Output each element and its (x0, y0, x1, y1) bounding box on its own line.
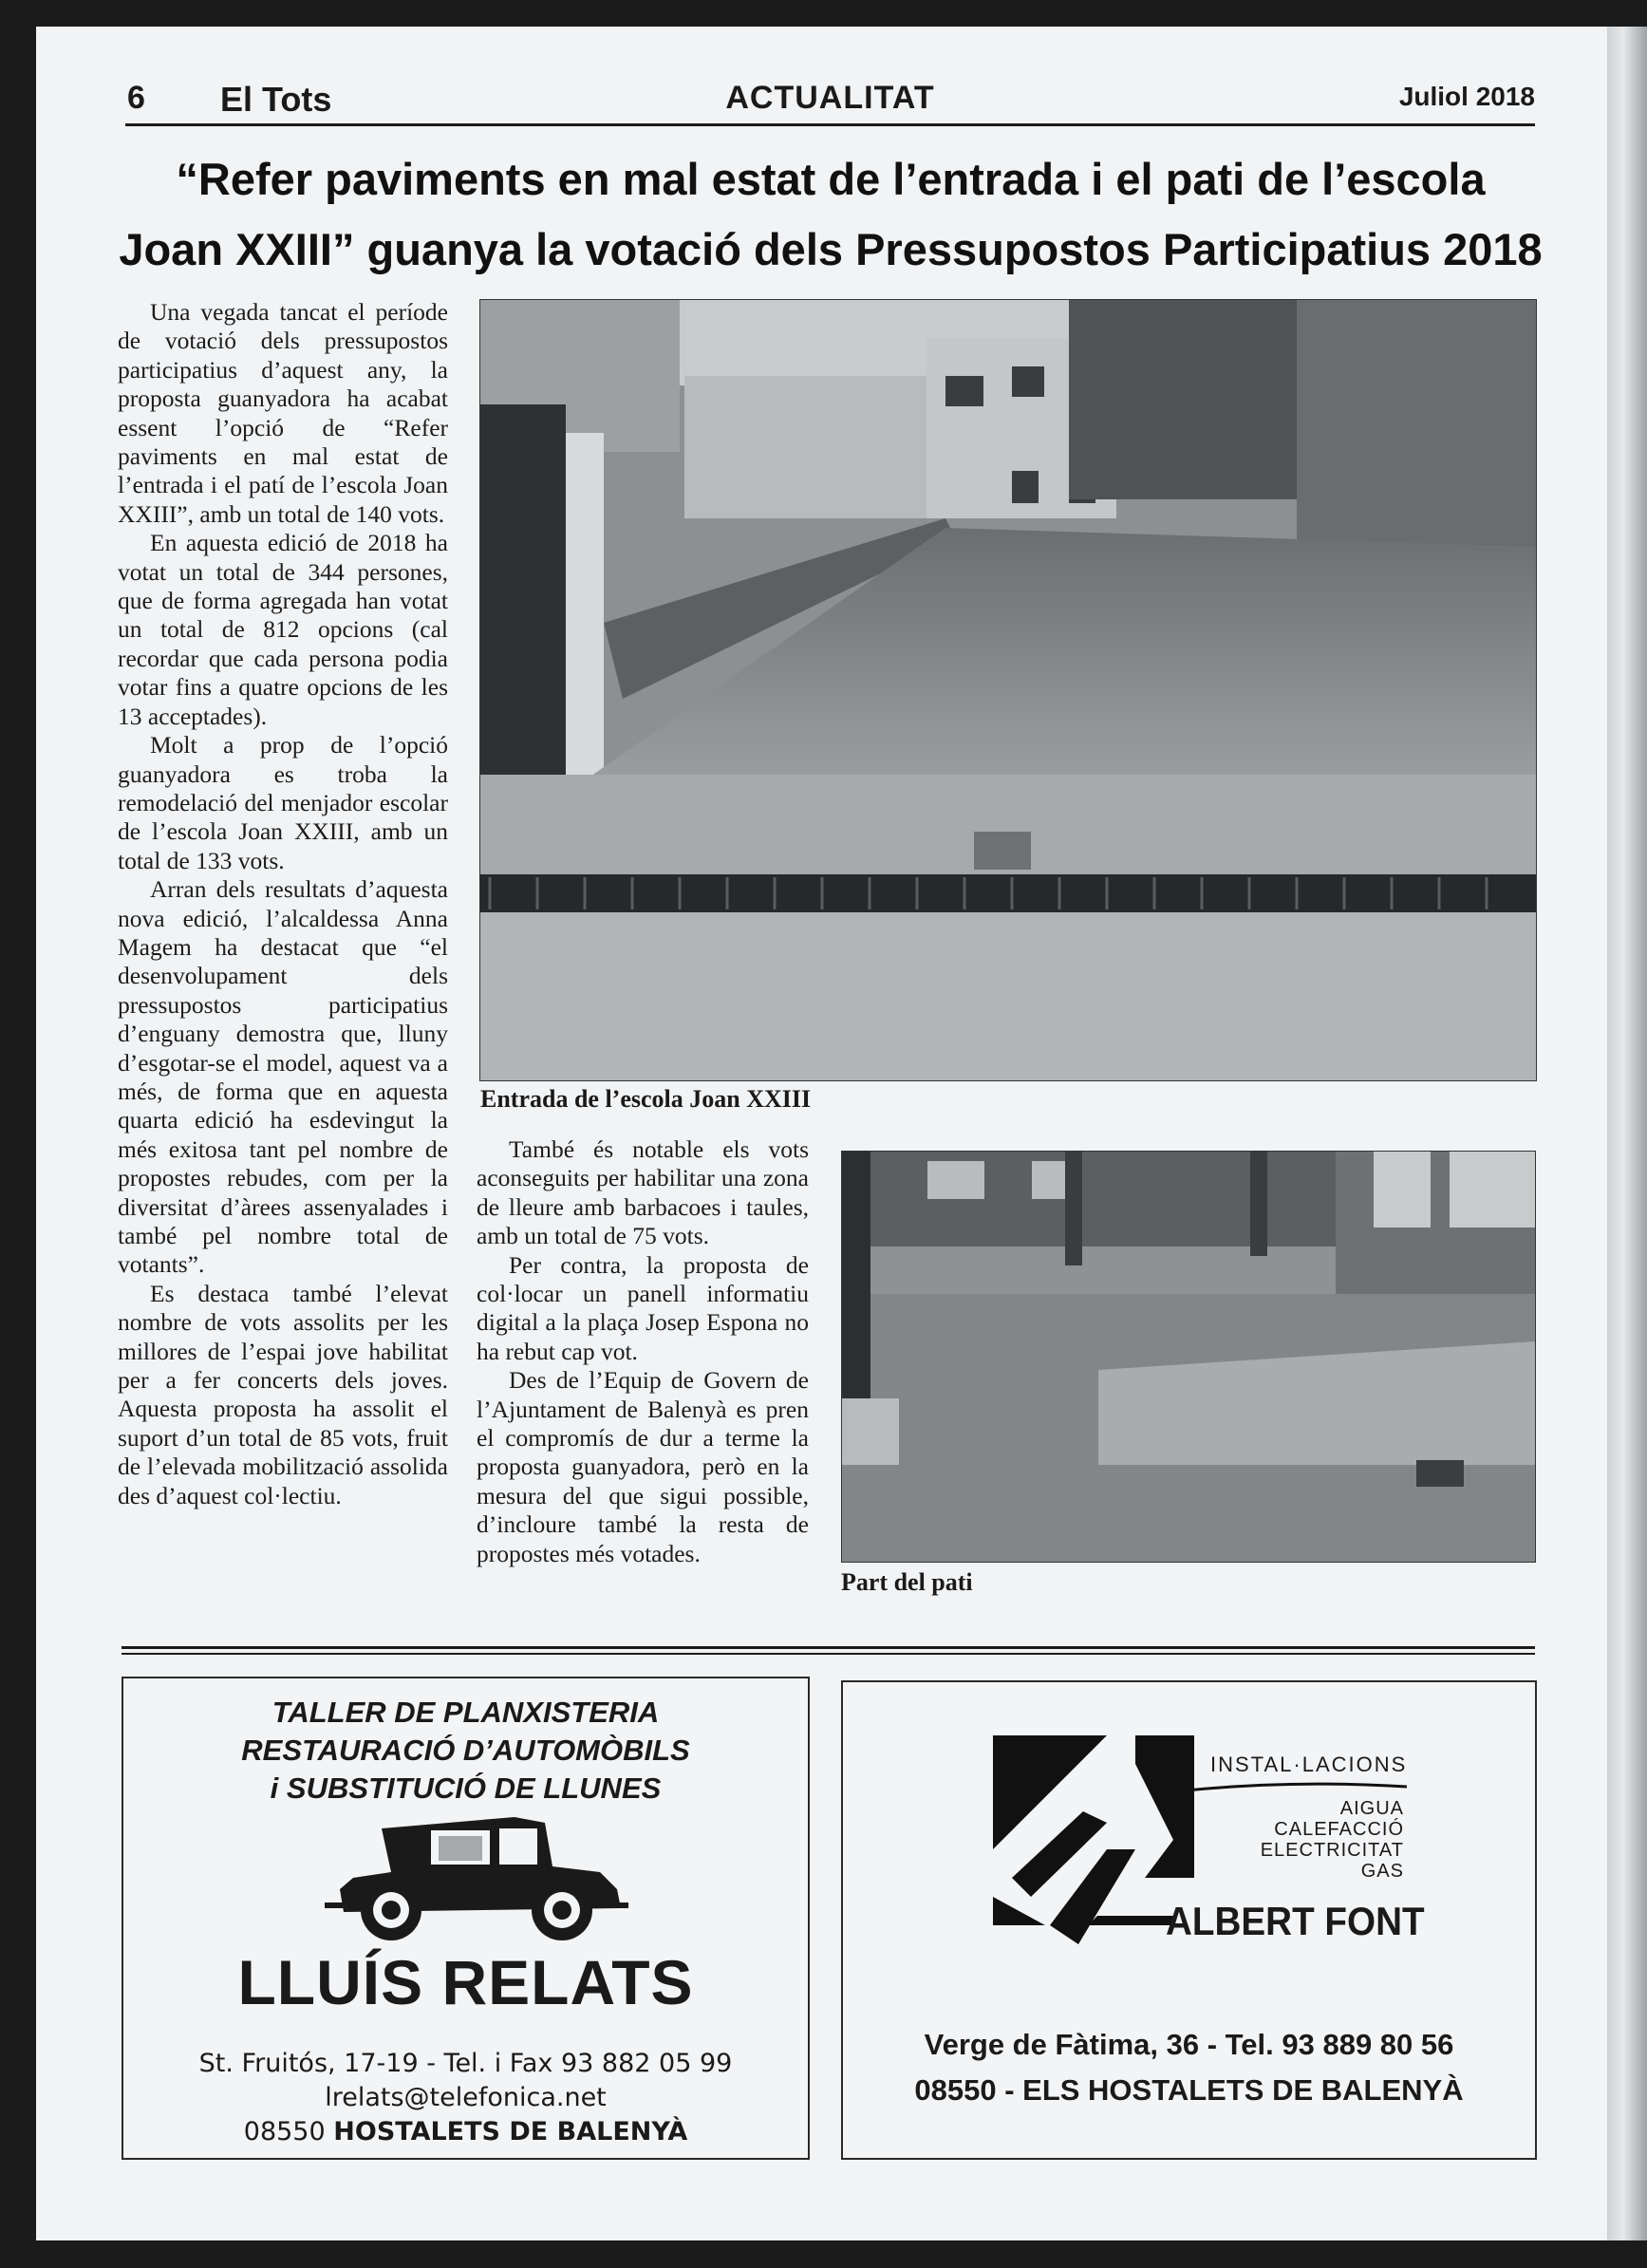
vintage-car-icon (325, 1809, 628, 1944)
ad-services-list (1261, 1798, 1404, 1882)
photo-school-entrance (479, 299, 1537, 1081)
ad-town: HOSTALETS DE BALENYÀ (333, 2117, 688, 2146)
advertisement-albert-font (841, 1680, 1537, 2160)
paragraph: En aquesta edició de 2018 ha votat un total de 344 persones, que de forma agregada han votat un total de 812 opcions (cal recordar que cada persona podia votar fins a quatre opcions de les 13 acceptades). (118, 529, 448, 730)
photo-schoolyard (841, 1151, 1536, 1563)
section-divider (122, 1646, 1535, 1649)
paragraph: També és notable els vots aconseguits per habilitar una zona de lleure amb barbacoes i taules, amb un total de 75 vots. (477, 1135, 809, 1250)
ad-postcode: 08550 (243, 2117, 326, 2146)
ad-address: Verge de Fàtima, 36 - Tel. 93 889 80 56 (924, 2028, 1454, 2061)
section-name: ACTUALITAT (725, 80, 935, 116)
ad-tagline-line: RESTAURACIÓ D’AUTOMÒBILS (241, 1734, 690, 1767)
ad-brand-name: ALBERT FONT (1166, 1899, 1425, 1943)
ad-installations-label: INSTAL·LACIONS (1210, 1753, 1408, 1776)
photo-caption-entrance: Entrada de l’escola Joan XXIII (480, 1085, 812, 1113)
section-divider-thin (122, 1653, 1535, 1655)
paragraph: Arran dels resultats d’aquesta nova edició, l’alcaldessa Anna Magem ha destacat que “el desenvolupament dels pressupostos participatius d’enguany demostra que, lluny d’esgotar-se el model, aquest va a més, de forma que en aquesta quarta edició ha esdevingut la més exitosa tant pel nombre de propostes rebudes, com per la diversitat d’àrees assenyalades i també pel nombre total de votants”. (118, 875, 448, 1279)
page-number: 6 (127, 80, 145, 116)
advertisement-lluis-relats (122, 1677, 810, 2160)
article-column-2 (477, 1135, 809, 1568)
page-spine (1607, 27, 1647, 2240)
ad-service-item: GAS (1360, 1861, 1404, 1882)
ad-address: St. Fruitós, 17-19 - Tel. i Fax 93 882 05 99 (198, 2049, 733, 2078)
page-header (125, 74, 1535, 126)
ad-contact (123, 2047, 808, 2149)
ad-service-item: ELECTRICITAT (1260, 1840, 1404, 1861)
headline-line-1: “Refer paviments en mal estat de l’entrada i el pati de l’escola (176, 154, 1486, 204)
paragraph: Una vegada tancat el període de votació dels pressupostos participatius d’aquest any, la proposta guanyadora ha acabat essent l’opció de “Refer paviments en mal estat de l’entrada i el patí de l’escola Joan XXIII”, amb un total de 140 vots. (118, 298, 448, 528)
ad-tagline-line: TALLER DE PLANXISTERIA (271, 1696, 660, 1729)
publication-name: El Tots (220, 80, 332, 119)
paragraph: Es destaca també l’elevat nombre de vots assolits per les millores de l’espai jove habilitat per a fer concerts dels joves. Aquesta proposta ha assolit el suport d’un total de 85 vots, fruit de l’elevada mobilització assolida des d’aquest col·lectiu. (118, 1279, 448, 1509)
ad-tagline-line: i SUBSTITUCIÓ DE LLUNES (270, 1771, 662, 1805)
ad-contact (843, 2022, 1535, 2113)
headline-line-2: Joan XXIII” guanya la votació dels Pressupostos Participatius 2018 (119, 224, 1543, 274)
ad-email: lrelats@telefonica.net (325, 2083, 607, 2112)
issue-date: Juliol 2018 (1398, 82, 1535, 111)
photo-caption-yard: Part del pati (841, 1568, 973, 1596)
ad-brand-name: LLUÍS RELATS (237, 1947, 694, 2017)
ad-service-item: CALEFACCIÓ (1274, 1819, 1404, 1840)
swoosh-line-icon (1170, 1777, 1407, 1796)
paragraph: Molt a prop de l’opció guanyadora es troba la remodelació del menjador escolar de l’escola Joan XXIII, amb un total de 133 vots. (118, 731, 448, 874)
paragraph: Des de l’Equip de Govern de l’Ajuntament de Balenyà es pren el compromís de dur a terme la proposta guanyadora, però en la mesura del que sigui possible, d’incloure també la resta de propostes més votades. (477, 1366, 809, 1567)
ad-town-line (123, 2115, 808, 2149)
article-column-1 (118, 298, 448, 1510)
ad-tagline (123, 1694, 808, 1808)
article-headline (114, 144, 1547, 285)
ad-service-item: AIGUA (1339, 1798, 1404, 1819)
ad-town: 08550 - ELS HOSTALETS DE BALENYÀ (914, 2073, 1464, 2107)
paragraph: Per contra, la proposta de col·locar un panell informatiu digital a la plaça Josep Espona no ha rebut cap vot. (477, 1250, 809, 1365)
